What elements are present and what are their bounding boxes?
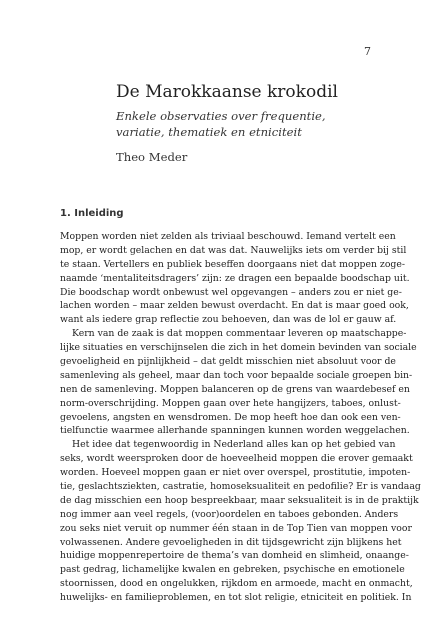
body-line: Het idee dat tegenwoordig in Nederland alles kan op het gebied van: [72, 439, 396, 451]
body-line: Moppen worden niet zelden als triviaal beschouwd. Iemand vertelt een: [60, 231, 396, 242]
body-line: huwelijks- en familieproblemen, en tot slot religie, etniciteit en politiek. In: [60, 592, 412, 604]
body-line: past gedrag, lichamelijke kwalen en gebreken, psychische en emotionele: [60, 564, 405, 576]
body-line: nen de samenleving. Moppen balanceren op de grens van waardebesef en: [60, 383, 410, 395]
body-line: seks, wordt weersproken door de hoeveelheid moppen die erover gemaakt: [60, 453, 413, 465]
body-line: tie, geslachtsziekten, castratie, homoseksualiteit en pedofilie? Er is vandaag: [60, 481, 421, 493]
body-line: naamde ‘mentaliteitsdragers’ zijn: ze dragen een bepaalde boodschap uit.: [60, 272, 410, 284]
body-line: want als iedere grap reflectie zou behoeven, dan was de lol er gauw af.: [60, 314, 397, 326]
body-line: volwassenen. Andere gevoeligheden in dit tijdsgewricht zijn blijkens het: [60, 536, 402, 548]
body-line: lijke situaties en verschijnselen die zich in het domein bevinden van sociale: [60, 342, 417, 354]
section-heading: 1. Inleiding: [60, 208, 124, 219]
chapter-title: De Marokkaanse krokodil: [116, 82, 338, 102]
body-line: stoornissen, dood en ongelukken, rijkdom en armoede, macht en onmacht,: [60, 578, 413, 590]
body-line: huidige moppenrepertoire de thema’s van domheid en slimheid, onaange-: [60, 550, 409, 562]
body-line: Die boodschap wordt onbewust wel opgevangen – anders zou er niet ge-: [60, 286, 402, 298]
body-line: samenleving als geheel, maar dan toch voor bepaalde sociale groepen bin-: [60, 369, 413, 381]
body-text: [60, 230, 421, 605]
body-line: de dag misschien een hoop bespreekbaar, maar seksualiteit is in de praktijk: [60, 494, 419, 506]
body-line: gevoelens, angsten en wensdromen. De mop heeft hoe dan ook een ven-: [60, 411, 401, 423]
body-line: gevoeligheid en pijnlijkheid – dat geldt misschien niet absoluut voor de: [60, 356, 396, 368]
body-line: zou seks niet veruit op nummer één staan in de Top Tien van moppen voor: [60, 522, 412, 534]
chapter-subtitle: Enkele observaties over frequentie, variatie, thematiek en etniciteit: [116, 109, 326, 139]
body-line: tielfunctie waarmee allerhande spanningen kunnen worden weggelachen.: [60, 425, 410, 437]
author-name: Theo Meder: [116, 150, 188, 164]
body-line: te staan. Vertellers en publiek beseffen doorgaans niet dat moppen zoge-: [60, 258, 406, 270]
body-line: Kern van de zaak is dat moppen commentaar leveren op maatschappe-: [72, 328, 407, 340]
page-number: 7: [364, 45, 371, 58]
body-line: lachen worden – maar zelden bewust overdacht. En dat is maar goed ook,: [60, 300, 409, 312]
body-line: norm-overschrijding. Moppen gaan over hete hangijzers, taboes, onlust-: [60, 397, 401, 409]
body-line: mop, er wordt gelachen en dat was dat. Nauwelijks iets om verder bij stil: [60, 244, 407, 256]
body-line: worden. Hoeveel moppen gaan er niet over overspel, prostitutie, impoten-: [60, 467, 411, 479]
body-line: nog immer aan veel regels, (voor)oordelen en taboes gebonden. Anders: [60, 508, 399, 520]
